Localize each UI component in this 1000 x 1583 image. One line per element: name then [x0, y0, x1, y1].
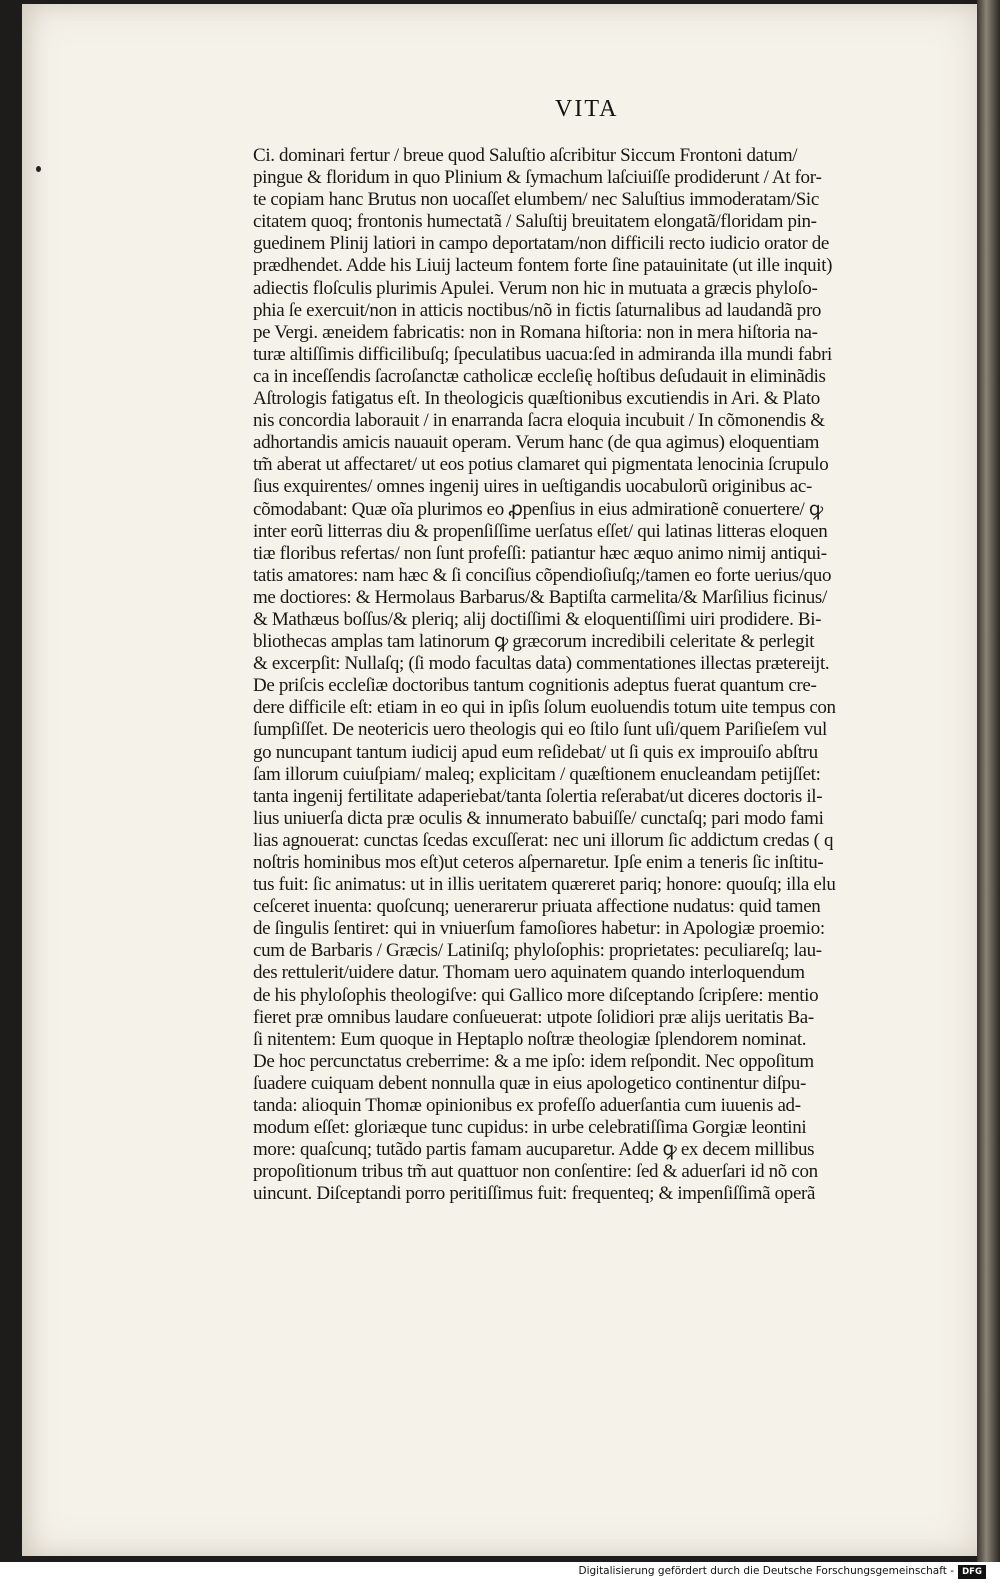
text-line: turæ altiſſimis difficilibuſq; ſpeculatibus uacua:ſed in admiranda illa mundi fabri: [253, 343, 832, 365]
text-line: de ſingulis ſentiret: qui in vniuerſum famoſiores habetur: in Apologiæ proemio:: [253, 918, 825, 940]
text-line: phia ſe exercuit/non in atticis noctibus/nõ in fictis ſaturnalibus ad laudandã pro: [253, 299, 822, 321]
text-line: & Mathæus boſſus/& pleriq; alij doctiſſimi & eloquentiſſimi uiri prodidere. Bi‑: [253, 608, 822, 630]
dfg-logo: DFG: [958, 1565, 986, 1579]
text-line: inter eorũ litterras diu & propenſiſſime uerſatus eſſet/ qui latinas litteras eloquen: [253, 520, 828, 542]
text-line: bliothecas amplas tam latinorum ꝙ græcorum incredibili celeritate & perlegit: [253, 631, 815, 653]
running-head: VITA: [555, 96, 619, 122]
text-line: ca in inceſſendis ſacroſanctæ catholicæ eccleſię hoſtibus deſudauit in eliminãdis: [253, 365, 826, 387]
book-edge: [977, 0, 1000, 1562]
body-text: [253, 145, 965, 1206]
text-line: lius uniuerſa dicta præ oculis & innumerato babuiſſe/ cunctaſq; pari modo fami: [253, 807, 824, 829]
text-line: guedinem Plinij latiori in campo deportatam/non difficili recto iudicio orator de: [253, 233, 829, 255]
text-line: prædhendet. Adde his Liuij lacteum fontem forte ſine patauinitate (ut ille inquit): [253, 255, 833, 277]
text-line: me doctiores: & Hermolaus Barbarus/& Baptiſta carmelita/& Marſilius ficinus/: [253, 586, 827, 608]
text-line: cum de Barbaris / Græcis/ Latiniſq; phyloſophis: proprietates: peculiareſq; lau‑: [253, 940, 822, 962]
text-line: ſi nitentem: Eum quoque in Heptaplo noſtræ theologiæ ſplendorem nominat.: [253, 1028, 807, 1050]
text-line: tanta ingenij fertilitate adaperiebat/tanta ſolertia reſerabat/ut diceres doctoris il‑: [253, 785, 823, 807]
text-line: citatem quoq; frontonis humectatã / Saluſtij breuitatem elongatã/floridam pin‑: [253, 211, 817, 233]
text-line: ſuadere cuiquam debent nonnulla quæ in eius apologetico continentur diſpu‑: [253, 1072, 806, 1094]
text-line: go nuncupant tantum iudicij apud eum reſidebat/ ut ſi quis ex improuiſo abſtru: [253, 741, 818, 763]
text-line: nis concordia laborauit / in enarranda ſacra eloquia incubuit / In cõmonendis &: [253, 410, 825, 432]
text-line: Aſtrologis fatigatus eſt. In theologicis quæſtionibus excutiendis in Ari. & Plato: [253, 388, 820, 410]
text-line: tm̃ aberat ut affectaret/ ut eos potius clamaret qui pigmentata lenocinia ſcrupulo: [253, 454, 829, 476]
text-line: De hoc percunctatus creberrime: & a me ipſo: idem reſpondit. Nec oppoſitum: [253, 1050, 814, 1072]
text-line: uincunt. Diſceptandi porro peritiſſimus fuit: frequenteq; & impenſiſſimã operã: [253, 1183, 816, 1205]
text-line: pe Vergi. æneidem fabricatis: non in Romana hiſtoria: non in mera hiſtoria na‑: [253, 321, 818, 343]
text-line: tiæ floribus refertas/ non ſunt profeſſi: patiantur hæc æquo animo nimij antiqui‑: [253, 542, 827, 564]
text-line: modum eſſet: gloriæque tunc cupidus: in urbe celebratiſſima Gorgiæ leontini: [253, 1117, 807, 1139]
text-line: adiectis floſculis plurimis Apulei. Verum non hic in mutuata a græcis phyloſo‑: [253, 277, 818, 299]
text-line: & excerpſit: Nullaſq; (ſi modo facultas data) commentationes illectas prætereijt.: [253, 653, 830, 675]
text-line: ſumpſiſſet. De neotericis uero theologis qui eo ſtilo ſunt uſi/quem Pariſieſem vul: [253, 719, 827, 741]
text-line: des rettulerit/uidere datur. Thomam uero aquinatem quando interloquendum: [253, 962, 805, 984]
text-line: ſam illorum cuiuſpiam/ maleq; explicitam / quæſtionem enucleandam petijſſet:: [253, 763, 821, 785]
text-line: pingue & floridum in quo Plinium & ſymachum laſciuiſſe prodiderunt / At for‑: [253, 167, 822, 189]
text-line: Ci. dominari fertur / breue quod Saluſtio aſcribitur Siccum Frontoni datum/: [253, 145, 798, 166]
text-line: fieret præ omnibus laudare conſueuerat: utpote ſolidiori præ alijs ueritatis Ba‑: [253, 1006, 814, 1028]
text-line: te copiam hanc Brutus non uocaſſet elumbem/ nec Saluſtius immoderatam/Sic: [253, 189, 819, 211]
text-line: more: quaſcunq; tutãdo partis famam aucuparetur. Adde ꝙ ex decem millibus: [253, 1139, 815, 1161]
text-line: tanda: alioquin Thomæ opinionibus ex profeſſo aduerſantia cum iuuenis ad‑: [253, 1095, 801, 1117]
margin-mark: [36, 166, 41, 172]
text-line: noſtris hominibus mos eſt)ut ceteros aſpernaretur. Ipſe enim a teneris ſic inſtitu‑: [253, 852, 824, 873]
text-line: lias agnouerat: cunctas ſcedas excuſſerat: nec uni illorum ſic addictum credas ( q: [253, 829, 834, 851]
text-line: dere difficile eſt: etiam in eo qui in ipſis ſolum euoluendis totum uite tempus con: [253, 697, 836, 719]
text-line: De priſcis eccleſiæ doctoribus tantum cognitionis adeptus fuerat quantum cre‑: [253, 675, 817, 697]
text-line: de his phyloſophis theologiſve: qui Gallico more diſceptando ſcripſere: mentio: [253, 984, 819, 1006]
text-line: ceſceret inuenta: quoſcunq; uenerarerur priuata affectione nudatus: quid tamen: [253, 896, 821, 918]
text-line: tatis amatores: nam hæc & ſi conciſius cõpendioſiuſq;/tamen eo forte uerius/quo: [253, 564, 832, 586]
text-line: propoſitionum tribus tm̃ aut quattuor non conſentire: ſed & aduerſari id nõ con: [253, 1161, 818, 1183]
text-line: cõmodabant: Quæ oĩa plurimos eo ꝓpenſius in eius admirationẽ conuertere/ ꝙ: [253, 498, 823, 520]
text-line: ſius exquirentes/ omnes ingenij uires in ueſtigandis uocabulorũ originibus ac‑: [253, 476, 812, 498]
digitization-credit: Digitalisierung gefördert durch die Deutsche Forschungsgemeinschaft -: [578, 1565, 954, 1577]
text-line: adhortandis amicis nauauit operam. Verum hanc (de qua agimus) eloquentiam: [253, 432, 820, 454]
footer-bar: [0, 1562, 1000, 1583]
text-line: tus fuit: ſic animatus: ut in illis ueritatem quæreret pariq; honore: quouſq; illa elu: [253, 874, 836, 896]
